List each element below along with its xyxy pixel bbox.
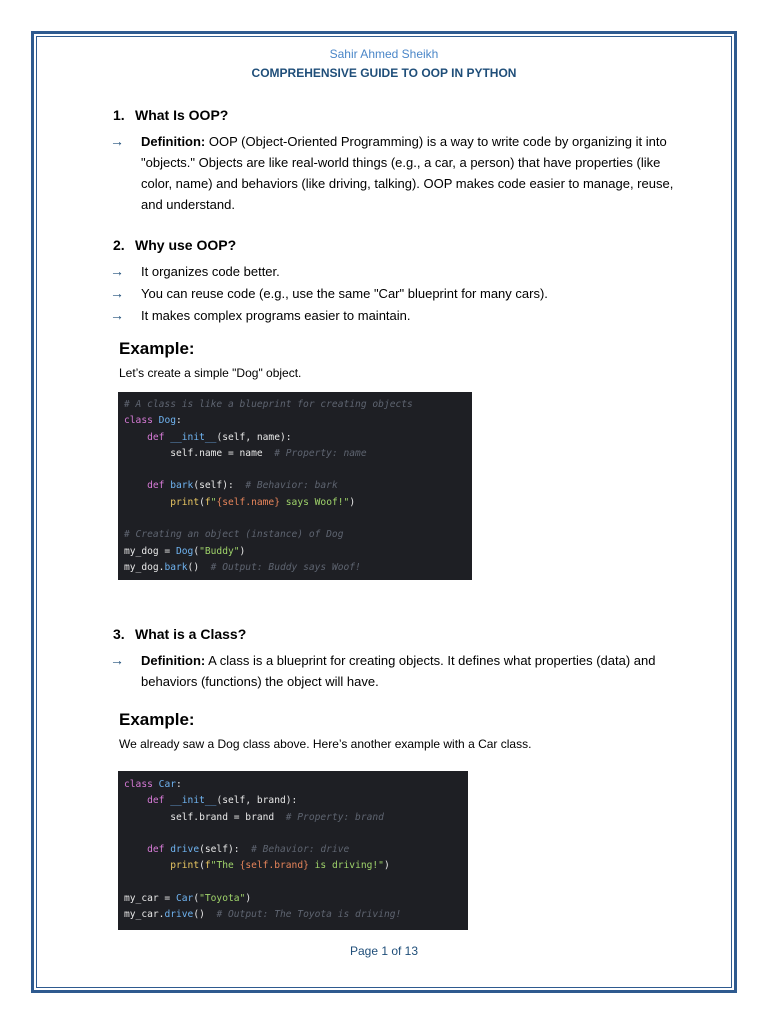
section-3-title: What is a Class? (135, 626, 247, 642)
dog-code-line-2: class Dog: (124, 415, 182, 427)
dog-code-line-6: def bark(self): # Behavior: bark (147, 480, 338, 492)
arrow-icon: → (110, 307, 124, 323)
car-code-line-8: my_car = Car("Toyota") (124, 893, 252, 905)
section-2-bullet-3 (110, 305, 680, 326)
arrow-icon: → (110, 133, 124, 149)
example-2-intro: We already saw a Dog class above. Here’s another example with a Car class. (119, 737, 532, 751)
section-2-heading (113, 237, 236, 253)
car-code-line-3: self.brand = brand # Property: brand (124, 811, 384, 823)
dog-code-line-1: # A class is like a blueprint for creating objects (124, 399, 413, 410)
dog-code-line-5 (124, 462, 466, 478)
example-1-intro: Let’s create a simple "Dog" object. (119, 366, 302, 380)
section-2-number: 2. (113, 237, 125, 253)
bullet-text: You can reuse code (e.g., use the same "Car" blueprint for many cars). (141, 286, 548, 301)
header-author: Sahir Ahmed Sheikh (329, 47, 439, 61)
dog-code-line-8 (124, 511, 466, 527)
code-block-car (118, 771, 468, 930)
car-code-line-4 (124, 826, 462, 842)
car-code-line-1: class Car: (124, 779, 182, 790)
section-2-title: Why use OOP? (135, 237, 237, 253)
arrow-icon: → (110, 652, 124, 668)
dog-code-line-10: my_dog = Dog("Buddy") (124, 545, 246, 557)
dog-code-line-4: self.name = name # Property: name (124, 447, 367, 459)
header-title: COMPREHENSIVE GUIDE TO OOP IN PYTHON (251, 66, 517, 80)
section-1-title: What Is OOP? (135, 107, 229, 123)
section-1-number: 1. (113, 107, 125, 123)
dog-code-line-11: my_dog.bark() # Output: Buddy says Woof! (124, 561, 361, 573)
section-3-number: 3. (113, 626, 125, 642)
car-code-line-5: def drive(self): # Behavior: drive (147, 844, 350, 856)
car-code-line-2: def __init__(self, brand): (147, 795, 298, 807)
code-block-dog (118, 392, 472, 580)
dog-code-line-9: # Creating an object (instance) of Dog (124, 529, 344, 541)
bullet-text: It makes complex programs easier to maintain. (141, 308, 411, 323)
section-2-bullet-2 (110, 283, 680, 304)
section-1-heading (113, 107, 228, 123)
car-code-line-7 (124, 875, 462, 891)
definition-text: OOP (Object-Oriented Programming) is a way to write code by organizing it into "objects." Objects are like real-world things (e.g., a car, a person) that have properties (like color, name) and behaviors (like driving, talking). OOP makes code easier to manage, reuse, and understand. (141, 134, 674, 212)
dog-code-line-3: def __init__(self, name): (147, 431, 292, 443)
example-1-heading: Example: (119, 339, 195, 358)
definition-label: Definition: (141, 134, 206, 149)
definition-text: A class is a blueprint for creating objects. It defines what properties (data) and behaviors (functions) the object will have. (141, 653, 656, 689)
car-code-line-9: my_car.drive() # Output: The Toyota is driving! (124, 909, 402, 921)
dog-code-line-7: print(f"{self.name} says Woof!") (170, 496, 356, 508)
example-2-heading: Example: (119, 710, 195, 729)
arrow-icon: → (110, 285, 124, 301)
car-code-line-6: print(f"The {self.brand} is driving!") (170, 860, 390, 872)
definition-label: Definition: (141, 653, 206, 668)
section-3-bullet-1 (110, 650, 680, 692)
section-1-bullet-1 (110, 131, 680, 215)
arrow-icon: → (110, 263, 124, 279)
section-2-bullet-1 (110, 261, 680, 282)
page-number: Page 1 of 13 (349, 944, 419, 958)
bullet-text: It organizes code better. (141, 264, 280, 279)
section-3-heading (113, 626, 246, 642)
